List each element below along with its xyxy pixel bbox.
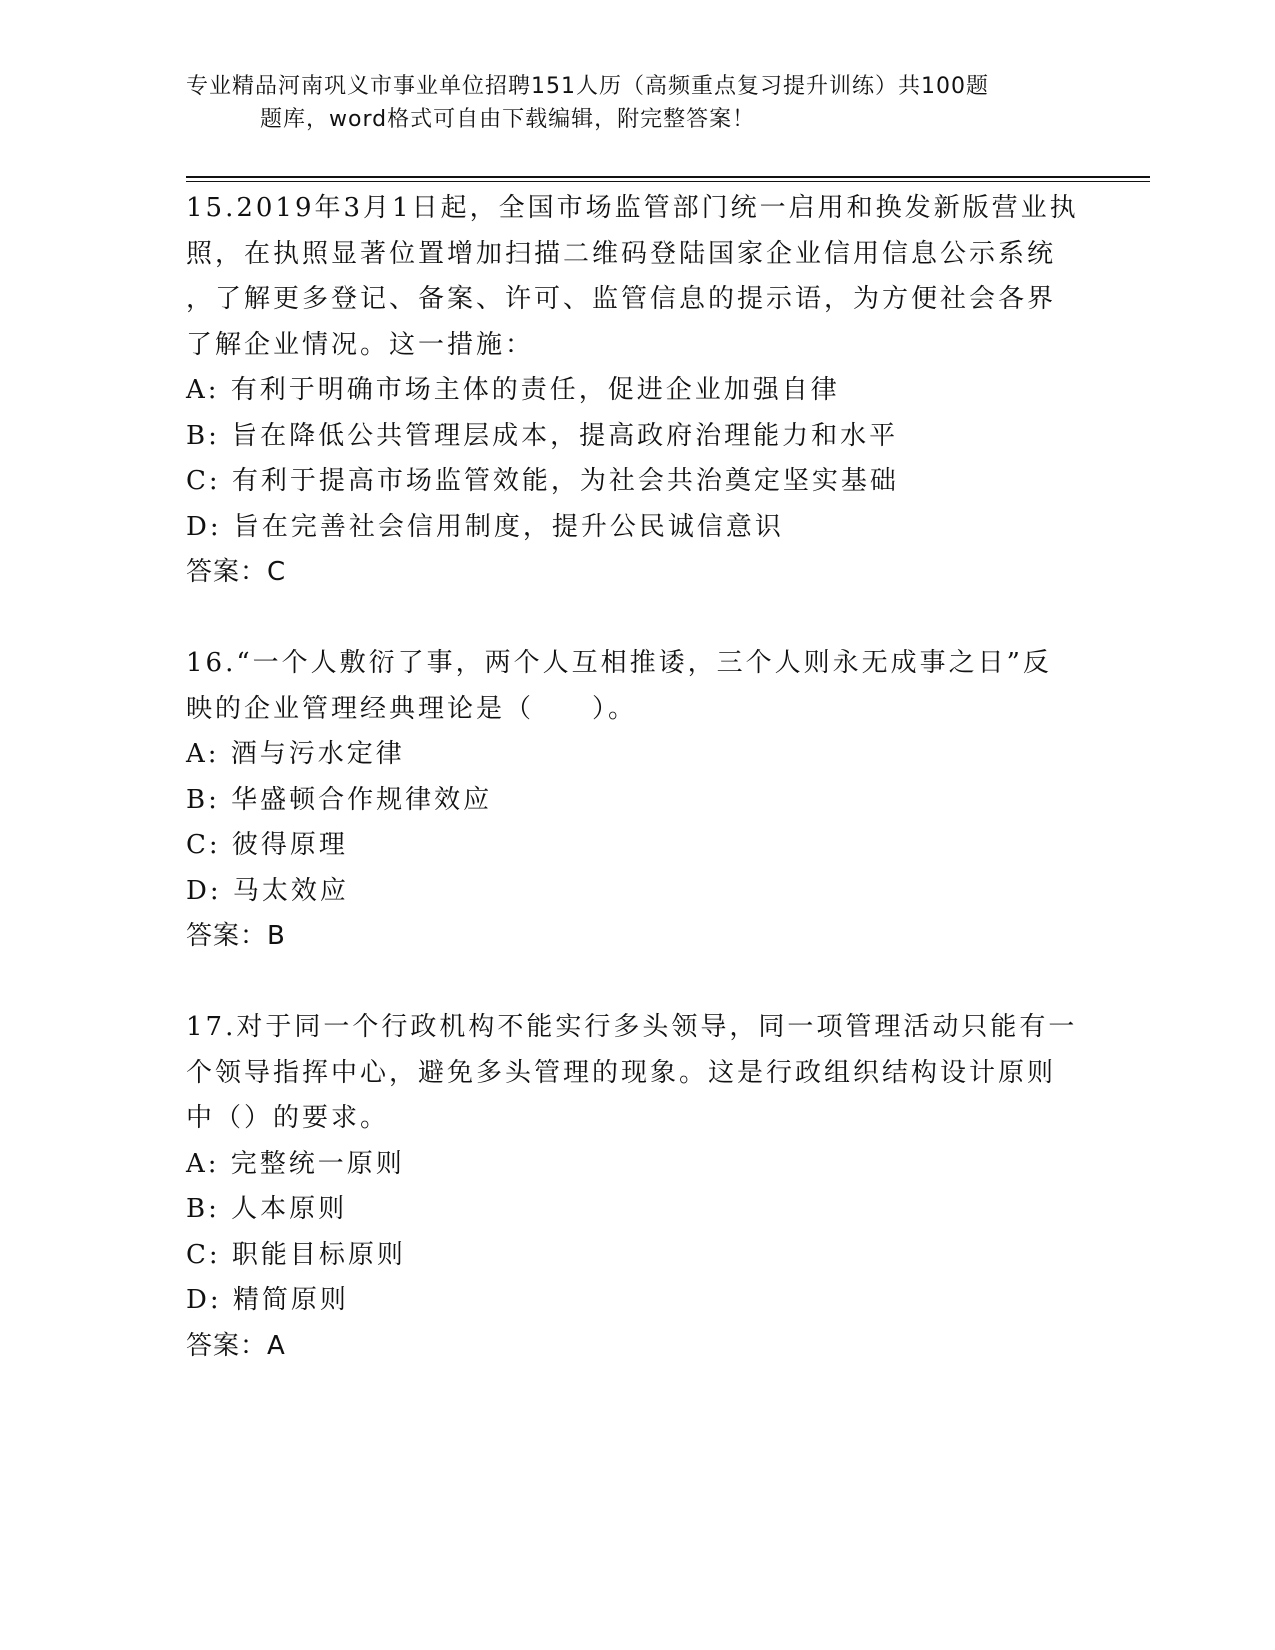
question-text-line: 了解企业情况。这一措施：	[186, 329, 535, 360]
question-text-line: 17.对于同一个行政机构不能实行多头领导，同一项管理活动只能有一	[186, 1012, 1078, 1042]
question-block	[186, 1005, 1086, 1369]
header-rule-thin	[186, 181, 1150, 182]
option-a: A: 有利于明确市场主体的责任，促进企业加强自律	[186, 375, 840, 405]
question-list	[186, 186, 1086, 1369]
option-a: A: 完整统一原则	[186, 1148, 405, 1179]
question-block	[186, 186, 1086, 596]
header-rule-thick	[186, 176, 1150, 178]
option-c: C: 彼得原理	[186, 830, 348, 860]
answer-text: 答案：B	[186, 921, 286, 951]
option-b: B: 旨在降低公共管理层成本，提高政府治理能力和水平	[186, 420, 899, 451]
option-d: D: 精简原则	[186, 1285, 349, 1315]
question-text-line: 照，在执照显著位置增加扫描二维码登陆国家企业信用信息公示系统	[186, 238, 1057, 269]
answer-text: 答案：C	[186, 557, 287, 587]
question-text-line: 映的企业管理经典理论是（ ）。	[186, 693, 638, 724]
question-text-line: 个领导指挥中心，避免多头管理的现象。这是行政组织结构设计原则	[186, 1057, 1057, 1088]
option-b: B: 华盛顿合作规律效应	[186, 784, 493, 815]
question-text-line: 15.2019年3月1日起，全国市场监管部门统一启用和换发新版营业执	[186, 193, 1079, 223]
document-header	[186, 70, 1086, 136]
header-line-1: 专业精品河南巩义市事业单位招聘151人历（高频重点复习提升训练）共100题	[186, 74, 989, 99]
spacer	[186, 960, 1086, 1006]
option-c: C: 有利于提高市场监管效能，为社会共治奠定坚实基础	[186, 466, 899, 496]
option-d: D: 旨在完善社会信用制度，提升公民诚信意识	[186, 511, 784, 542]
question-text-line: 16.“一个人敷衍了事，两个人互相推诿，三个人则永无成事之日”反	[186, 648, 1052, 678]
option-b: B: 人本原则	[186, 1194, 348, 1224]
question-block	[186, 641, 1086, 960]
question-text-line: ，了解更多登记、备案、许可、监管信息的提示语，为方便社会各界	[186, 284, 1057, 314]
answer-text: 答案：A	[186, 1330, 286, 1361]
option-c: C: 职能目标原则	[186, 1239, 406, 1270]
question-text-line: 中（）的要求。	[186, 1103, 390, 1133]
header-line-2: 题库，word格式可自由下载编辑，附完整答案！	[260, 107, 756, 132]
option-d: D: 马太效应	[186, 875, 349, 906]
spacer	[186, 596, 1086, 642]
option-a: A: 酒与污水定律	[186, 739, 405, 769]
